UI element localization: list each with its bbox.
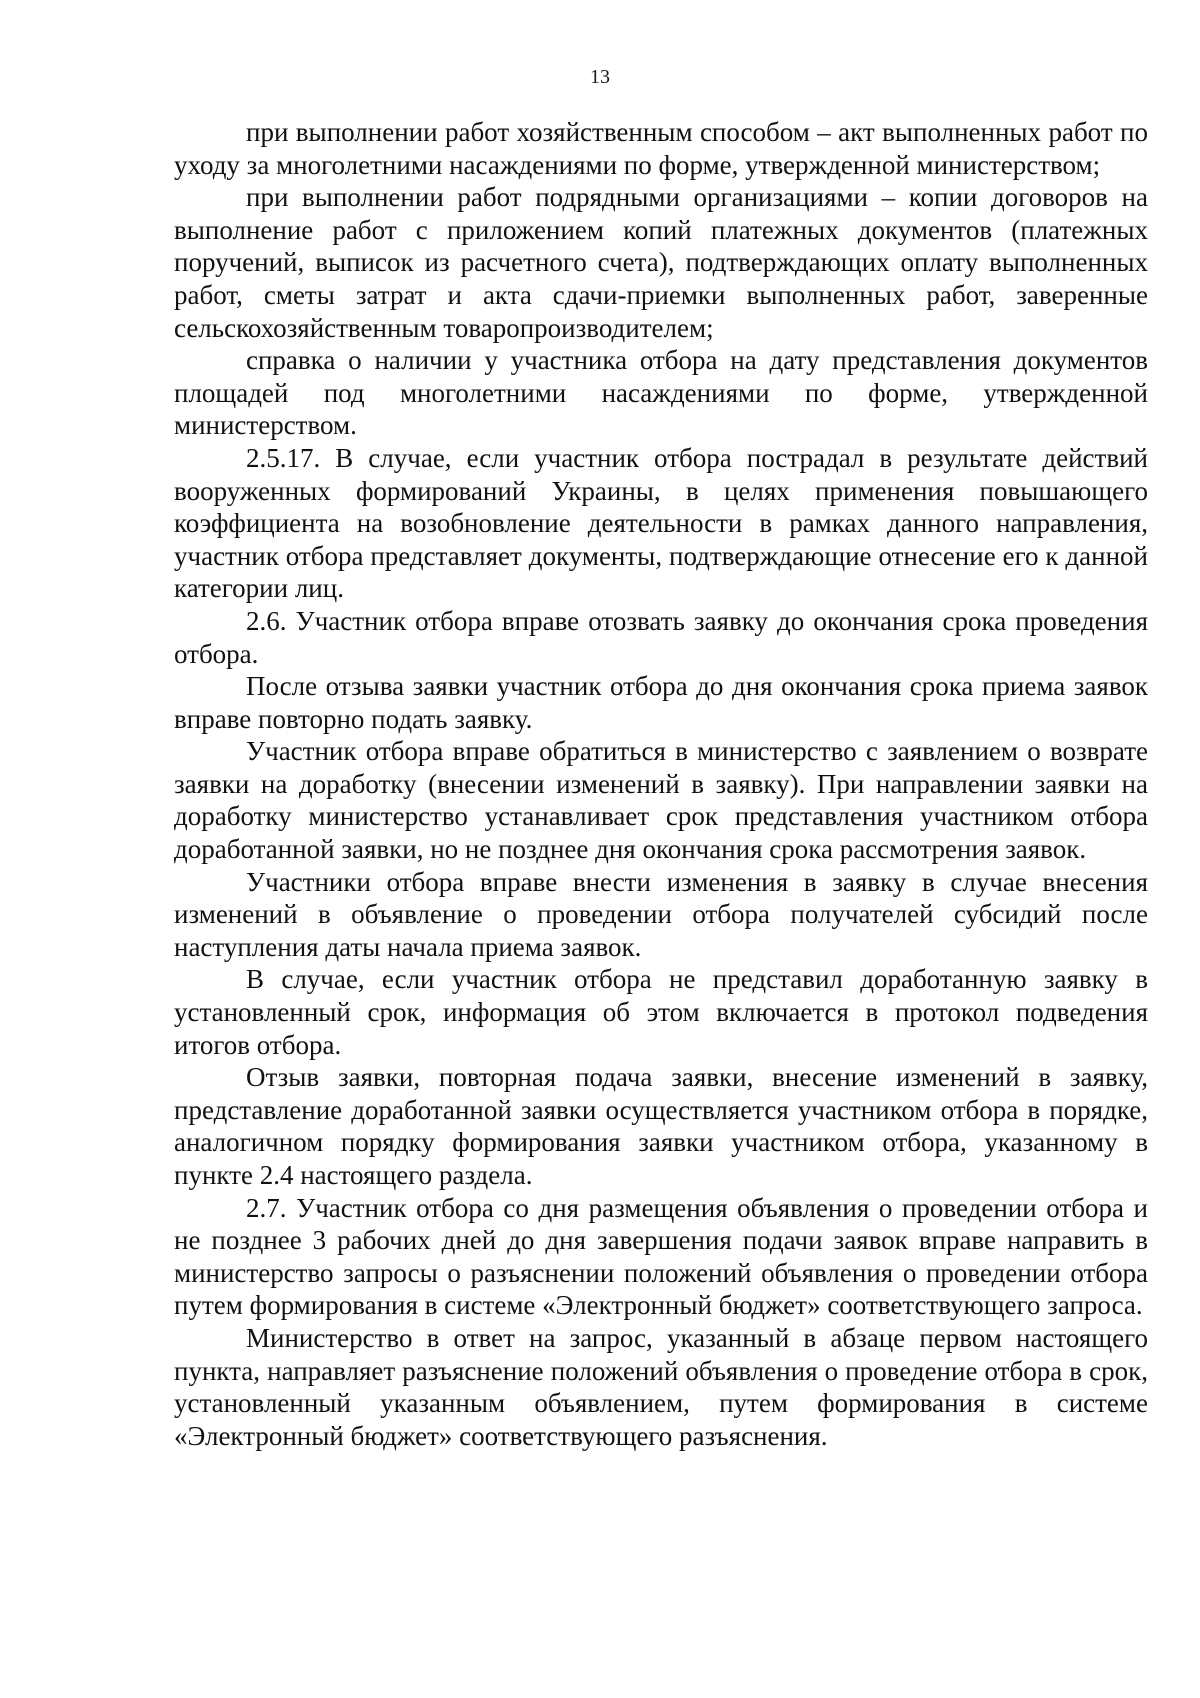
document-body	[174, 116, 1148, 1452]
paragraph-12: Министерство в ответ на запрос, указанный в абзаце первом настоящего пункта, направляет разъяснение положений объявления о проведение отбора в срок, установленный указанным объявлением, путем формирования в системе «Электронный бюджет» соответствующего разъяснения.	[174, 1322, 1148, 1451]
paragraph-1: при выполнении работ хозяйственным способом – акт выполненных работ по уходу за многолетними насаждениями по форме, утвержденной министерством;	[174, 117, 1148, 180]
paragraph-2: при выполнении работ подрядными организациями – копии договоров на выполнение работ с приложением копий платежных документов (платежных поручений, выписок из расчетного счета), подтверждающих оплату выполненных работ, сметы затрат и акта сдачи-приемки выполненных работ, заверенные сельскохозяйственным товаропроизводителем;	[174, 182, 1148, 343]
paragraph-3: справка о наличии у участника отбора на дату представления документов площадей под многолетними насаждениями по форме, утвержденной министерством.	[174, 345, 1148, 441]
page-number: 13	[590, 66, 610, 88]
paragraph-7: Участник отбора вправе обратиться в министерство с заявлением о возврате заявки на доработку (внесении изменений в заявку). При направлении заявки на доработку министерство устанавливает срок представления участником отбора доработанной заявки, но не позднее дня окончания срока рассмотрения заявок.	[174, 736, 1148, 865]
paragraph-9: В случае, если участник отбора не представил доработанную заявку в установленный срок, информация об этом включается в протокол подведения итогов отбора.	[174, 964, 1148, 1060]
paragraph-5: 2.6. Участник отбора вправе отозвать заявку до окончания срока проведения отбора.	[174, 605, 1148, 669]
paragraph-10: Отзыв заявки, повторная подача заявки, внесение изменений в заявку, представление доработанной заявки осуществляется участником отбора в порядке, аналогичном порядку формирования заявки участником отбора, указанному в пункте 2.4 настоящего раздела.	[174, 1062, 1148, 1190]
paragraph-11: 2.7. Участник отбора со дня размещения объявления о проведении отбора и не позднее 3 рабочих дней до дня завершения подачи заявок вправе направить в министерство запросы о разъяснении положений объявления о проведении отбора путем формирования в системе «Электронный бюджет» соответствующего запроса.	[174, 1192, 1148, 1321]
paragraph-8: Участники отбора вправе внести изменения в заявку в случае внесения изменений в объявление о проведении отбора получателей субсидий после наступления даты начала приема заявок.	[174, 866, 1148, 962]
paragraph-6: После отзыва заявки участник отбора до дня окончания срока приема заявок вправе повторно подать заявку.	[174, 671, 1148, 734]
paragraph-4: 2.5.17. В случае, если участник отбора пострадал в результате действий вооруженных формирований Украины, в целях применения повышающего коэффициента на возобновление деятельности в рамках данного направления, участник отбора представляет документы, подтверждающие отнесение его к данной категории лиц.	[174, 442, 1148, 604]
